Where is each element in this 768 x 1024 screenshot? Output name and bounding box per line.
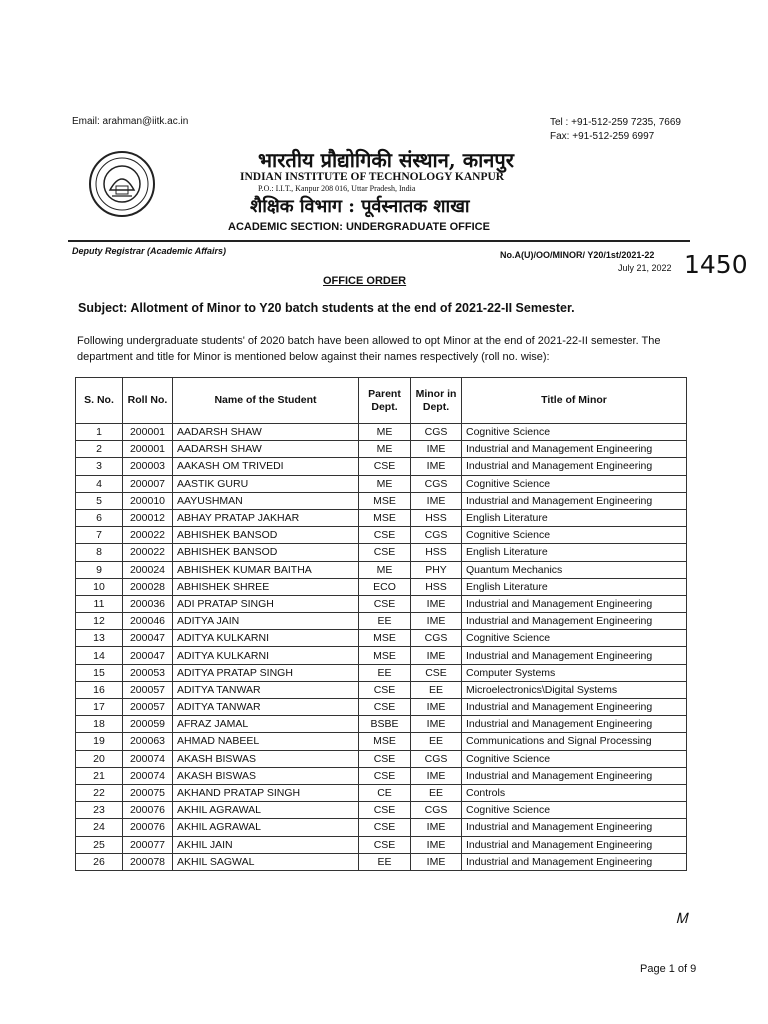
iitk-seal-logo	[88, 150, 156, 218]
signature-mark: Ꮇ	[676, 910, 688, 926]
cell-minor-dept: CGS	[411, 802, 462, 819]
cell-roll-no: 200077	[123, 836, 173, 853]
institute-name: INDIAN INSTITUTE OF TECHNOLOGY KANPUR	[240, 171, 505, 183]
cell-student-name: AADARSH SHAW	[173, 441, 359, 458]
cell-minor-dept: PHY	[411, 561, 462, 578]
cell-roll-no: 200028	[123, 578, 173, 595]
cell-minor-title: Industrial and Management Engineering	[462, 853, 687, 870]
cell-parent-dept: CSE	[359, 595, 411, 612]
cell-minor-dept: EE	[411, 784, 462, 801]
cell-minor-dept: IME	[411, 767, 462, 784]
cell-parent-dept: ME	[359, 561, 411, 578]
cell-roll-no: 200057	[123, 699, 173, 716]
cell-parent-dept: EE	[359, 664, 411, 681]
cell-sno: 19	[76, 733, 123, 750]
cell-minor-dept: IME	[411, 492, 462, 509]
cell-minor-dept: EE	[411, 681, 462, 698]
table-row	[76, 561, 687, 578]
section-title: ACADEMIC SECTION: UNDERGRADUATE OFFICE	[228, 221, 490, 233]
cell-student-name: ADITYA PRATAP SINGH	[173, 664, 359, 681]
table-row	[76, 784, 687, 801]
cell-student-name: AKHIL AGRAWAL	[173, 802, 359, 819]
cell-minor-dept: IME	[411, 853, 462, 870]
cell-sno: 3	[76, 458, 123, 475]
cell-sno: 1	[76, 424, 123, 441]
cell-sno: 22	[76, 784, 123, 801]
table-row	[76, 613, 687, 630]
cell-parent-dept: CSE	[359, 458, 411, 475]
cell-parent-dept: CSE	[359, 802, 411, 819]
cell-minor-title: Industrial and Management Engineering	[462, 716, 687, 733]
table-row	[76, 595, 687, 612]
cell-student-name: ABHAY PRATAP JAKHAR	[173, 509, 359, 526]
header-divider	[68, 240, 690, 242]
table-row	[76, 578, 687, 595]
cell-parent-dept: CSE	[359, 544, 411, 561]
cell-sno: 16	[76, 681, 123, 698]
cell-student-name: ABHISHEK BANSOD	[173, 527, 359, 544]
table-row	[76, 544, 687, 561]
cell-roll-no: 200046	[123, 613, 173, 630]
cell-sno: 14	[76, 647, 123, 664]
cell-parent-dept: ME	[359, 475, 411, 492]
table-row	[76, 819, 687, 836]
fax-text: Fax: +91-512-259 6997	[550, 131, 655, 142]
cell-parent-dept: ME	[359, 424, 411, 441]
hindi-institute-title: भारतीय प्रौद्योगिकी संस्थान, कानपुर	[258, 148, 514, 172]
cell-sno: 26	[76, 853, 123, 870]
cell-parent-dept: CSE	[359, 681, 411, 698]
order-date: July 21, 2022	[618, 263, 672, 273]
cell-minor-dept: HSS	[411, 578, 462, 595]
table-header-row	[76, 378, 687, 424]
cell-roll-no: 200003	[123, 458, 173, 475]
table-row	[76, 802, 687, 819]
cell-sno: 18	[76, 716, 123, 733]
cell-minor-dept: IME	[411, 458, 462, 475]
cell-roll-no: 200075	[123, 784, 173, 801]
cell-student-name: AFRAZ JAMAL	[173, 716, 359, 733]
cell-parent-dept: CSE	[359, 699, 411, 716]
cell-roll-no: 200024	[123, 561, 173, 578]
cell-roll-no: 200047	[123, 630, 173, 647]
cell-roll-no: 200001	[123, 424, 173, 441]
table-row	[76, 853, 687, 870]
handwritten-number: 1450	[684, 250, 748, 279]
cell-minor-title: Industrial and Management Engineering	[462, 699, 687, 716]
table-row	[76, 441, 687, 458]
cell-sno: 24	[76, 819, 123, 836]
cell-parent-dept: MSE	[359, 492, 411, 509]
table-row	[76, 630, 687, 647]
cell-parent-dept: EE	[359, 853, 411, 870]
cell-student-name: AKHIL JAIN	[173, 836, 359, 853]
cell-sno: 13	[76, 630, 123, 647]
cell-sno: 25	[76, 836, 123, 853]
cell-student-name: AAYUSHMAN	[173, 492, 359, 509]
cell-student-name: AASTIK GURU	[173, 475, 359, 492]
cell-sno: 15	[76, 664, 123, 681]
cell-minor-title: Cognitive Science	[462, 527, 687, 544]
cell-student-name: AAKASH OM TRIVEDI	[173, 458, 359, 475]
cell-minor-title: Quantum Mechanics	[462, 561, 687, 578]
cell-student-name: ADITYA KULKARNI	[173, 647, 359, 664]
cell-minor-dept: CGS	[411, 630, 462, 647]
table-row	[76, 767, 687, 784]
table-row	[76, 647, 687, 664]
cell-parent-dept: BSBE	[359, 716, 411, 733]
header-minor-dept: Minor in Dept.	[411, 378, 462, 424]
header-name: Name of the Student	[173, 378, 359, 424]
cell-minor-title: Industrial and Management Engineering	[462, 819, 687, 836]
table-row	[76, 750, 687, 767]
table-row	[76, 733, 687, 750]
table-row	[76, 458, 687, 475]
cell-roll-no: 200076	[123, 819, 173, 836]
email-text: Email: arahman@iitk.ac.in	[72, 116, 189, 127]
cell-sno: 4	[76, 475, 123, 492]
header-parent-dept: Parent Dept.	[359, 378, 411, 424]
table-row	[76, 836, 687, 853]
cell-roll-no: 200047	[123, 647, 173, 664]
contact-block	[550, 116, 681, 144]
cell-minor-title: Industrial and Management Engineering	[462, 767, 687, 784]
cell-minor-dept: CGS	[411, 750, 462, 767]
cell-student-name: AADARSH SHAW	[173, 424, 359, 441]
cell-minor-dept: HSS	[411, 544, 462, 561]
cell-student-name: AKHIL AGRAWAL	[173, 819, 359, 836]
cell-sno: 6	[76, 509, 123, 526]
cell-parent-dept: CSE	[359, 750, 411, 767]
table-row	[76, 475, 687, 492]
cell-minor-dept: IME	[411, 441, 462, 458]
cell-sno: 7	[76, 527, 123, 544]
cell-sno: 17	[76, 699, 123, 716]
table-row	[76, 681, 687, 698]
table-row	[76, 527, 687, 544]
cell-minor-title: Microelectronics\Digital Systems	[462, 681, 687, 698]
table-row	[76, 716, 687, 733]
header-sno: S. No.	[76, 378, 123, 424]
cell-parent-dept: MSE	[359, 647, 411, 664]
cell-minor-dept: IME	[411, 819, 462, 836]
cell-roll-no: 200001	[123, 441, 173, 458]
cell-sno: 9	[76, 561, 123, 578]
cell-minor-title: English Literature	[462, 578, 687, 595]
table-row	[76, 664, 687, 681]
cell-minor-title: Industrial and Management Engineering	[462, 458, 687, 475]
cell-student-name: ADITYA TANWAR	[173, 699, 359, 716]
cell-student-name: AKASH BISWAS	[173, 750, 359, 767]
cell-minor-title: Cognitive Science	[462, 475, 687, 492]
cell-roll-no: 200022	[123, 544, 173, 561]
cell-minor-title: English Literature	[462, 509, 687, 526]
header-roll: Roll No.	[123, 378, 173, 424]
cell-minor-dept: IME	[411, 613, 462, 630]
cell-student-name: AKHIL SAGWAL	[173, 853, 359, 870]
page-number: Page 1 of 9	[640, 963, 697, 975]
minor-allotment-table	[75, 377, 687, 871]
cell-roll-no: 200076	[123, 802, 173, 819]
table-row	[76, 509, 687, 526]
cell-roll-no: 200022	[123, 527, 173, 544]
cell-sno: 8	[76, 544, 123, 561]
cell-sno: 2	[76, 441, 123, 458]
cell-parent-dept: CSE	[359, 836, 411, 853]
cell-minor-title: Cognitive Science	[462, 424, 687, 441]
cell-student-name: ABHISHEK KUMAR BAITHA	[173, 561, 359, 578]
institute-address: P.O.: I.I.T., Kanpur 208 016, Uttar Pradesh, India	[258, 184, 416, 193]
cell-sno: 10	[76, 578, 123, 595]
cell-sno: 20	[76, 750, 123, 767]
cell-minor-title: Cognitive Science	[462, 630, 687, 647]
cell-parent-dept: CSE	[359, 819, 411, 836]
cell-student-name: ABHISHEK BANSOD	[173, 544, 359, 561]
cell-parent-dept: CSE	[359, 527, 411, 544]
cell-parent-dept: MSE	[359, 733, 411, 750]
cell-roll-no: 200059	[123, 716, 173, 733]
cell-minor-title: Cognitive Science	[462, 750, 687, 767]
cell-minor-dept: CGS	[411, 475, 462, 492]
cell-parent-dept: MSE	[359, 509, 411, 526]
cell-sno: 23	[76, 802, 123, 819]
cell-minor-title: English Literature	[462, 544, 687, 561]
cell-roll-no: 200053	[123, 664, 173, 681]
reference-number: No.A(U)/OO/MINOR/ Y20/1st/2021-22	[500, 250, 655, 260]
table-row	[76, 424, 687, 441]
cell-parent-dept: ME	[359, 441, 411, 458]
cell-parent-dept: EE	[359, 613, 411, 630]
cell-student-name: ADITYA JAIN	[173, 613, 359, 630]
cell-sno: 5	[76, 492, 123, 509]
cell-roll-no: 200007	[123, 475, 173, 492]
cell-parent-dept: CE	[359, 784, 411, 801]
cell-parent-dept: MSE	[359, 630, 411, 647]
cell-roll-no: 200012	[123, 509, 173, 526]
cell-minor-title: Cognitive Science	[462, 802, 687, 819]
cell-roll-no: 200074	[123, 750, 173, 767]
cell-minor-title: Industrial and Management Engineering	[462, 441, 687, 458]
cell-student-name: ADITYA TANWAR	[173, 681, 359, 698]
cell-student-name: ABHISHEK SHREE	[173, 578, 359, 595]
cell-roll-no: 200036	[123, 595, 173, 612]
cell-parent-dept: CSE	[359, 767, 411, 784]
cell-student-name: ADITYA KULKARNI	[173, 630, 359, 647]
cell-minor-dept: IME	[411, 836, 462, 853]
intro-paragraph: Following undergraduate students' of 2020 batch have been allowed to opt Minor at the end of 2021-22-II semester. The department and title for Minor is mentioned below against their names respectively (roll no. wise):	[77, 335, 661, 363]
cell-minor-dept: IME	[411, 716, 462, 733]
cell-minor-title: Communications and Signal Processing	[462, 733, 687, 750]
cell-student-name: AKASH BISWAS	[173, 767, 359, 784]
deputy-registrar: Deputy Registrar (Academic Affairs)	[72, 246, 227, 256]
cell-student-name: AKHAND PRATAP SINGH	[173, 784, 359, 801]
cell-minor-dept: IME	[411, 595, 462, 612]
cell-minor-dept: CGS	[411, 527, 462, 544]
cell-roll-no: 200063	[123, 733, 173, 750]
cell-sno: 11	[76, 595, 123, 612]
cell-sno: 12	[76, 613, 123, 630]
cell-roll-no: 200074	[123, 767, 173, 784]
cell-minor-dept: HSS	[411, 509, 462, 526]
cell-minor-title: Controls	[462, 784, 687, 801]
cell-parent-dept: ECO	[359, 578, 411, 595]
header-title: Title of Minor	[462, 378, 687, 424]
cell-minor-title: Industrial and Management Engineering	[462, 595, 687, 612]
cell-minor-title: Computer Systems	[462, 664, 687, 681]
cell-roll-no: 200057	[123, 681, 173, 698]
cell-minor-dept: EE	[411, 733, 462, 750]
office-order-title: OFFICE ORDER	[323, 275, 407, 287]
tel-text: Tel : +91-512-259 7235, 7669	[550, 117, 681, 128]
cell-sno: 21	[76, 767, 123, 784]
cell-minor-dept: CSE	[411, 664, 462, 681]
cell-minor-title: Industrial and Management Engineering	[462, 836, 687, 853]
cell-roll-no: 200010	[123, 492, 173, 509]
hindi-section-title: शैक्षिक विभाग : पूर्वस्नातक शाखा	[250, 196, 470, 217]
table-row	[76, 492, 687, 509]
cell-minor-dept: IME	[411, 647, 462, 664]
cell-student-name: AHMAD NABEEL	[173, 733, 359, 750]
cell-minor-title: Industrial and Management Engineering	[462, 613, 687, 630]
cell-minor-dept: IME	[411, 699, 462, 716]
cell-minor-title: Industrial and Management Engineering	[462, 647, 687, 664]
subject-line: Subject: Allotment of Minor to Y20 batch students at the end of 2021-22-II Semester.	[78, 301, 575, 315]
table-row	[76, 699, 687, 716]
cell-minor-dept: CGS	[411, 424, 462, 441]
cell-roll-no: 200078	[123, 853, 173, 870]
cell-minor-title: Industrial and Management Engineering	[462, 492, 687, 509]
cell-student-name: ADI PRATAP SINGH	[173, 595, 359, 612]
